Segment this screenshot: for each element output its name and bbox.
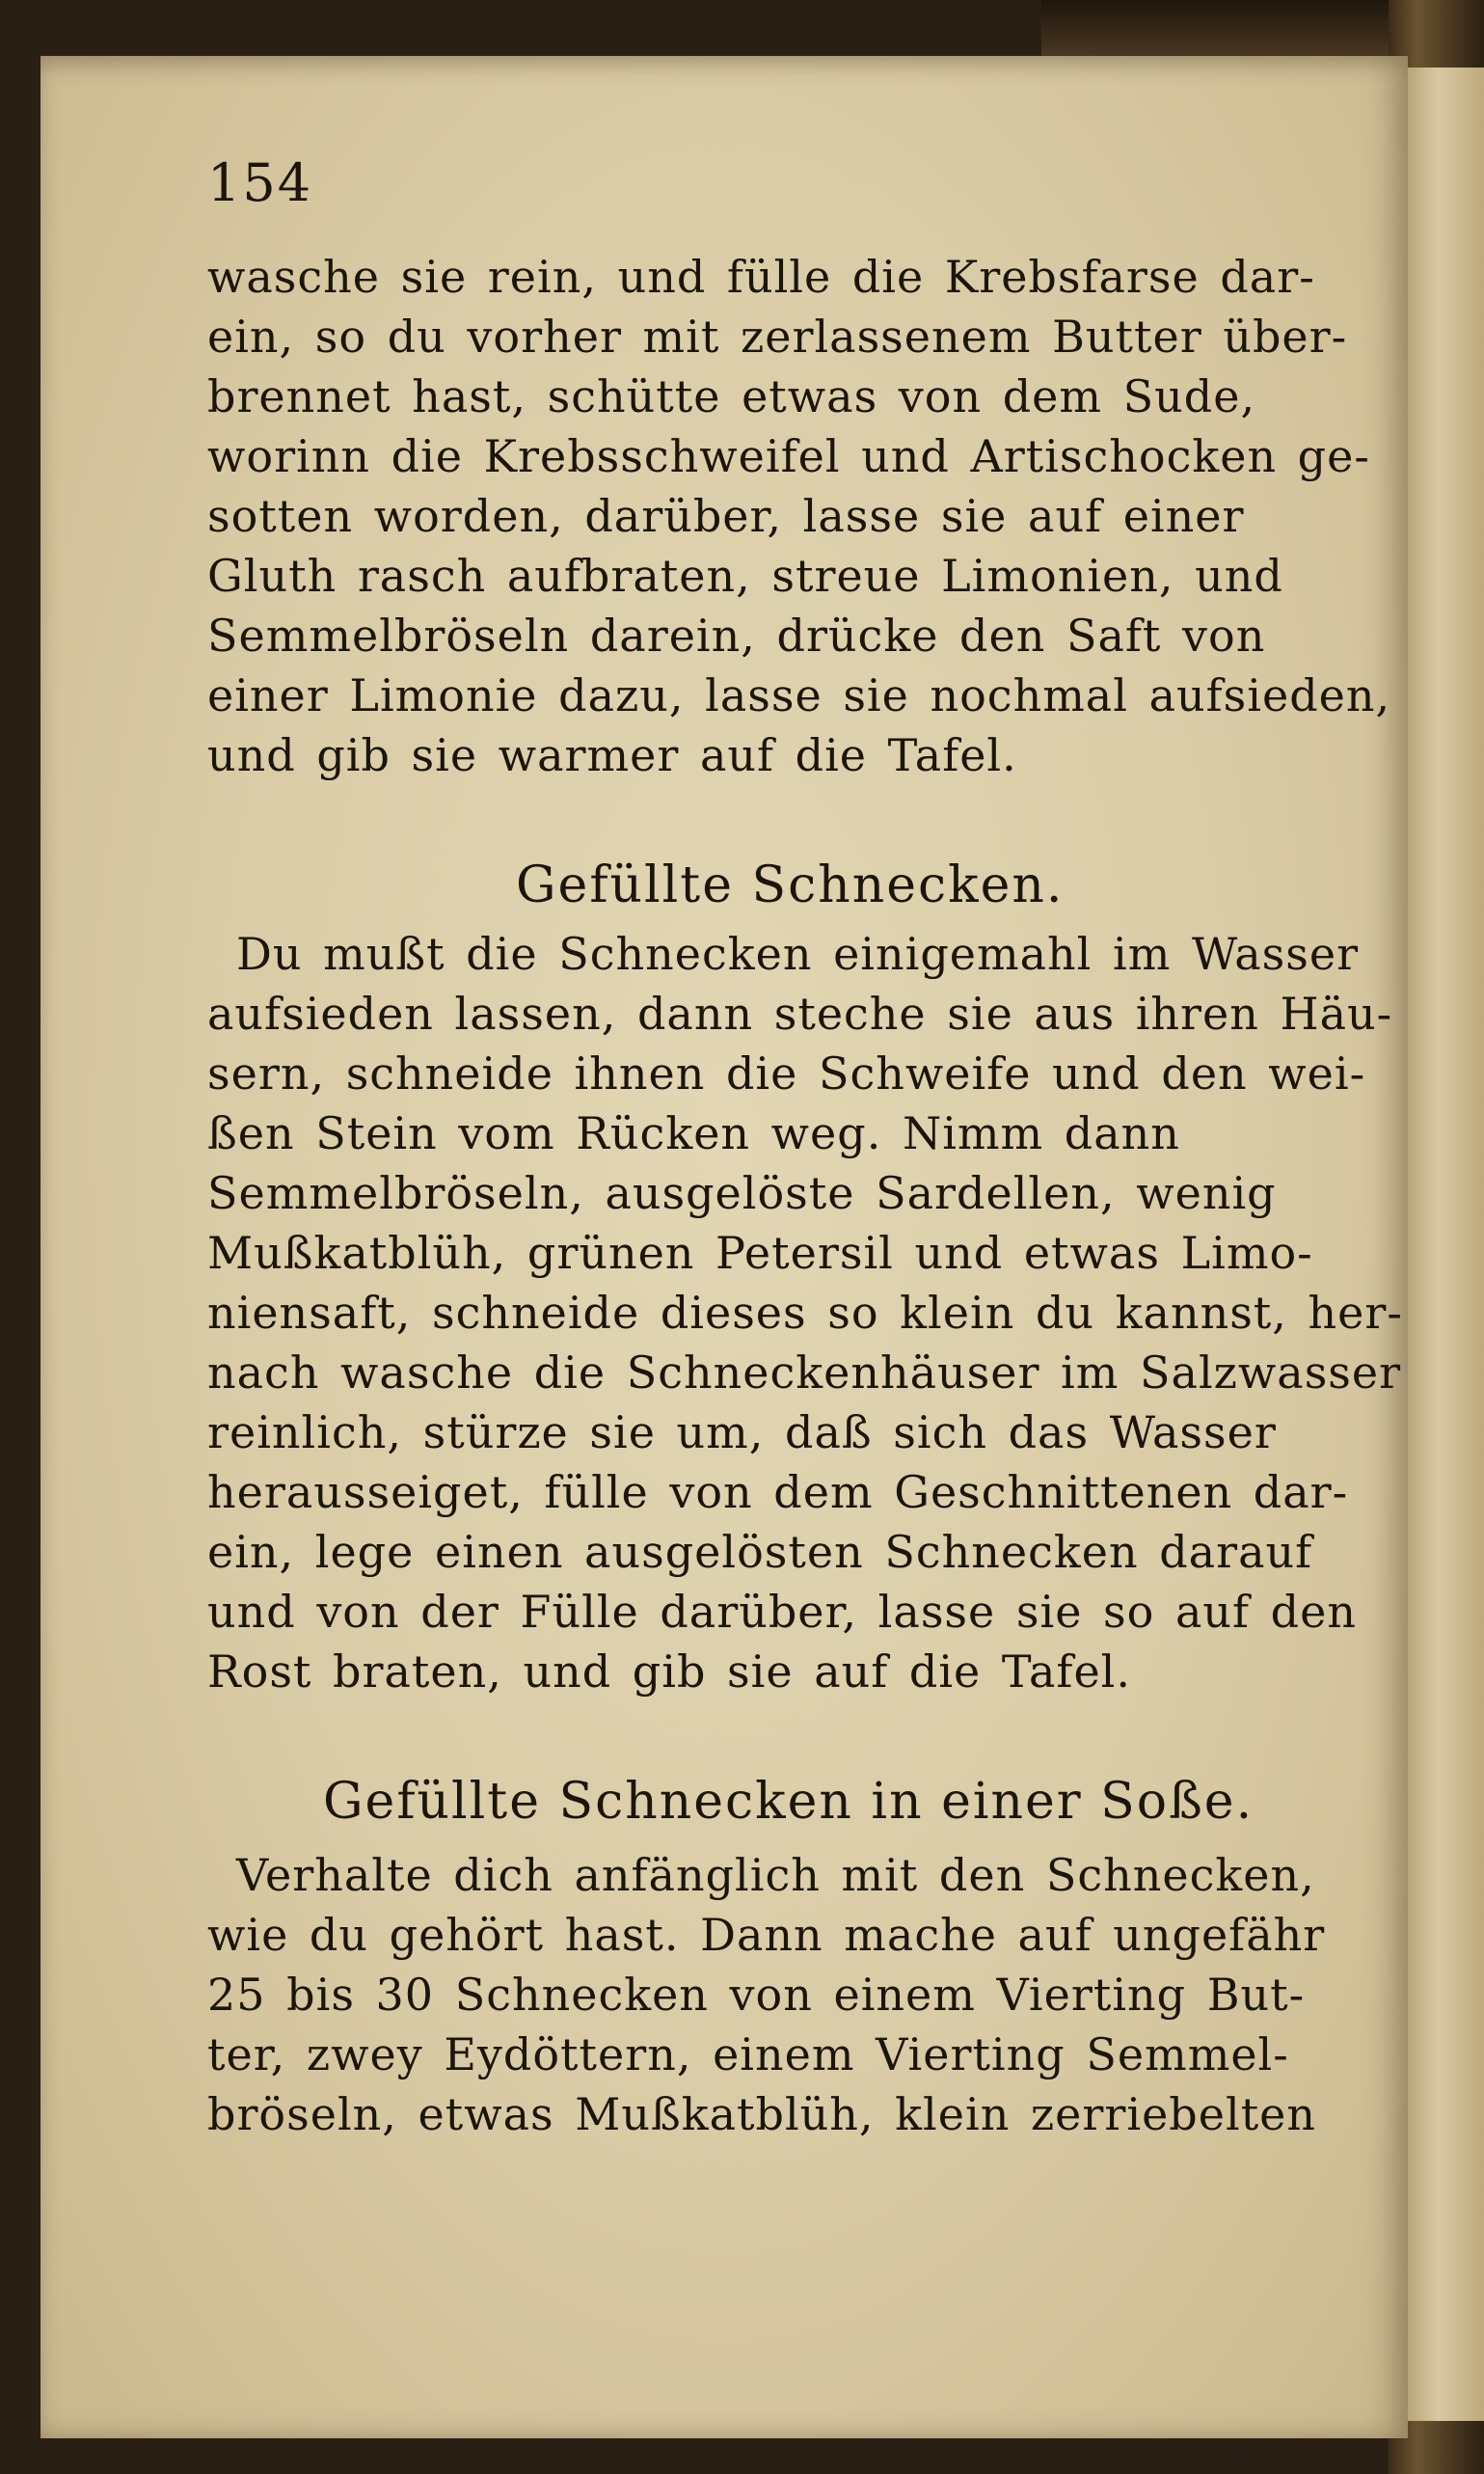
text-line: nach wasche die Schneckenhäuser im Salzwasser: [207, 1346, 1402, 1399]
text-line: und gib sie warmer auf die Tafel.: [207, 729, 1017, 781]
text-line: einer Limonie dazu, lasse sie nochmal aufsieden,: [207, 669, 1391, 721]
text-line: ßen Stein vom Rücken weg. Nimm dann: [207, 1107, 1180, 1159]
text-line: reinlich, stürze sie um, daß sich das Wasser: [207, 1406, 1277, 1458]
text-line: Gluth rasch aufbraten, streue Limonien, und: [207, 550, 1283, 602]
text-line: ter, zwey Eydöttern, einem Vierting Semmel-: [207, 2028, 1289, 2080]
text-line: brennet hast, schütte etwas von dem Sude,: [207, 370, 1256, 422]
text-line: sern, schneide ihnen die Schweife und den wei-: [207, 1047, 1366, 1100]
recipe-heading: Gefüllte Schnecken.: [516, 856, 1065, 914]
text-line: Semmelbröseln darein, drücke den Saft von: [207, 610, 1266, 662]
text-line: Semmelbröseln, ausgelöste Sardellen, wenig: [207, 1167, 1277, 1219]
text-line: niensaft, schneide dieses so klein du kannst, her-: [207, 1287, 1403, 1339]
text-line: ein, lege einen ausgelösten Schnecken darauf: [207, 1526, 1313, 1578]
text-line: sotten worden, darüber, lasse sie auf einer: [207, 490, 1245, 542]
text-line: bröseln, etwas Mußkatblüh, klein zerriebelten: [207, 2088, 1317, 2140]
text-line: und von der Fülle darüber, lasse sie so auf den: [207, 1586, 1357, 1638]
text-line: Mußkatblüh, grünen Petersil und etwas Limo-: [207, 1227, 1313, 1279]
text-line: Rost braten, und gib sie auf die Tafel.: [207, 1645, 1132, 1698]
text-line: ein, so du vorher mit zerlassenem Butter über-: [207, 311, 1348, 363]
text-line: herausseiget, fülle von dem Geschnittenen dar-: [207, 1466, 1349, 1518]
text-line: wie du gehört hast. Dann mache auf ungefähr: [207, 1909, 1326, 1961]
text-line: Du mußt die Schnecken einigemahl im Wasser: [236, 928, 1360, 980]
recipe-heading: Gefüllte Schnecken in einer Soße.: [323, 1773, 1255, 1831]
text-line: wasche sie rein, und fülle die Krebsfarse dar-: [207, 251, 1315, 303]
text-line: aufsieden lassen, dann steche sie aus ihren Häu-: [207, 988, 1393, 1040]
page-number: 154: [207, 152, 313, 213]
text-line: worinn die Krebsschweifel und Artischocken ge-: [207, 430, 1370, 482]
text-line: Verhalte dich anfänglich mit den Schnecken,: [236, 1849, 1315, 1901]
paragraph-2: [207, 924, 1403, 1701]
next-page-edge: [1408, 68, 1484, 2421]
paragraph-1: [207, 247, 1390, 785]
paragraph-3: [207, 1845, 1325, 2144]
text-line: 25 bis 30 Schnecken von einem Vierting But-: [207, 1969, 1306, 2021]
